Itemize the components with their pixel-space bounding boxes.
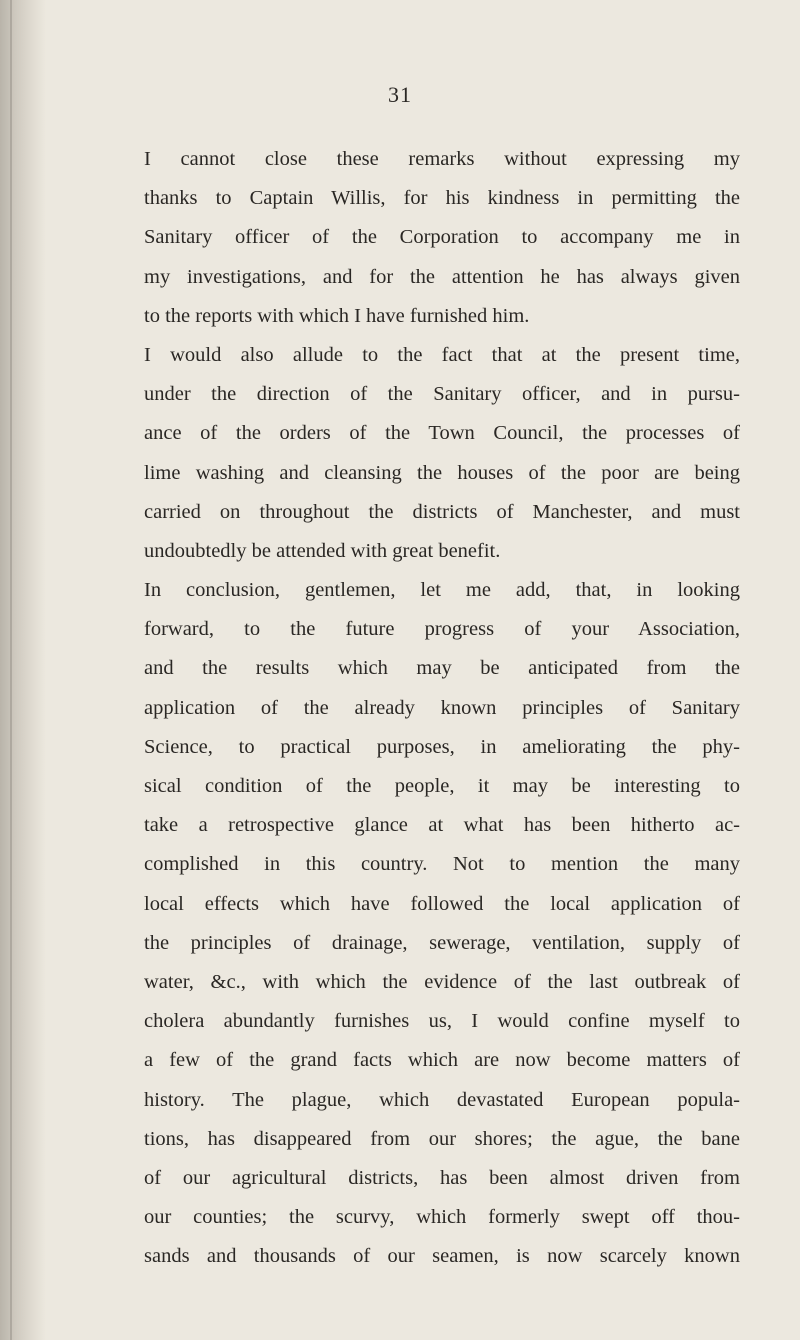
text-line: cholera abundantly furnishes us, I would confine myself to [144,1010,740,1033]
text-line: tions, has disappeared from our shores; the ague, the bane [144,1127,740,1150]
body-text [144,140,740,1276]
text-line: sands and thousands of our seamen, is now scarcely known [144,1245,740,1268]
text-line: carried on throughout the districts of Manchester, and must [144,500,740,523]
text-line: complished in this country. Not to mention the many [144,853,740,876]
text-line: under the direction of the Sanitary officer, and in pursu- [144,383,740,406]
text-line: a few of the grand facts which are now become matters of [144,1049,740,1072]
text-line: I cannot close these remarks without expressing my [144,148,740,170]
text-line: Science, to practical purposes, in ameliorating the phy- [144,735,740,758]
text-line: Sanitary officer of the Corporation to accompany me in [144,226,740,249]
text-line: In conclusion, gentlemen, let me add, that, in looking [144,579,740,602]
text-line: undoubtedly be attended with great benefit. [144,539,501,562]
text-line: my investigations, and for the attention he has always given [144,265,740,288]
text-line: thanks to Captain Willis, for his kindness in permitting the [144,187,740,210]
text-line: sical condition of the people, it may be interesting to [144,775,740,797]
text-line: take a retrospective glance at what has been hitherto ac- [144,814,740,837]
text-line: the principles of drainage, sewerage, ventilation, supply of [144,931,740,954]
text-line: and the results which may be anticipated from the [144,657,740,680]
text-line: local effects which have followed the local application of [144,892,740,915]
text-line: our counties; the scurvy, which formerly swept off thou- [144,1206,740,1229]
text-line: of our agricultural districts, has been almost driven from [144,1166,740,1189]
text-line: I would also allude to the fact that at the present time, [144,343,740,366]
text-line: ance of the orders of the Town Council, the processes of [144,422,740,445]
binding-edge-line [10,0,12,1340]
text-line: to the reports with which I have furnished him. [144,304,530,327]
text-line: lime washing and cleansing the houses of the poor are being [144,461,740,484]
text-line: history. The plague, which devastated European popula- [144,1088,740,1111]
text-line: application of the already known principles of Sanitary [144,696,740,719]
page-gutter-shadow [0,0,46,1340]
text-line: forward, to the future progress of your Association, [144,618,740,641]
page-number: 31 [388,82,412,107]
text-line: water, &c., with which the evidence of the last outbreak of [144,970,740,993]
